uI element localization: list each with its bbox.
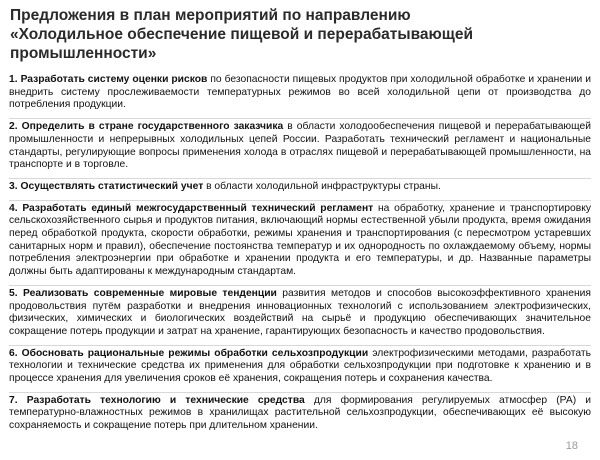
item-lead: Обосновать рациональные режимы обработки сельхозпродукции <box>21 347 369 359</box>
item-lead: Разработать систему оценки рисков <box>20 74 208 85</box>
proposal-item <box>9 392 591 436</box>
title-line: «Холодильное обеспечение пищевой и перерабатывающей <box>10 26 473 43</box>
proposal-item <box>9 74 591 115</box>
proposal-list <box>9 74 591 439</box>
item-number: 2. <box>9 121 18 133</box>
item-text: по безопасности пищевых продуктов при холодильной обработке и хранении и внедрить систему прослеживаемости температурных режимов во всей холодильной цепи от производства до потребления продукции. <box>9 74 591 111</box>
item-text: в области холодообеспечения пищевой и перерабатывающей промышленности и непрерывных холодильных цепей России. Разработать технический регламент и национальные стандарты, регулирующие вопросы применения холода в отраслях пищевой и перерабатывающей промышленности, на транспорте и в торговле. <box>9 121 591 171</box>
item-lead: Определить в стране государственного заказчика <box>21 121 284 133</box>
proposal-item <box>9 345 591 389</box>
proposal-item <box>9 118 591 175</box>
item-text: для формирования регулируемых атмосфер (РА) и температурно-влажностных режимов в хранилищах растительной сельхозпродукции, обеспечивающих её высокую сохраняемость и сокращение потерь при длительном хранении. <box>9 394 591 432</box>
page-number: 18 <box>565 440 578 452</box>
item-number: 5. <box>9 287 18 299</box>
item-lead: Реализовать современные мировые тенденции <box>22 287 277 299</box>
item-text: на обработку, хранение и транспортировку сельскохозяйственного сырья и продуктов питания, включающий нормы естественной убыли продукта, время ожидания перед обработкой продукта, скорости обработки, режимы хранения и транспортирования (с пересмотром устаревших санитарных норм и правил), обеспечение постоянства температур и их однородность по охлаждаемому объему, нормы потребления электроэнергии при обработке и хранении продукта и его температуры, и др. Названные параметры должны быть адаптированы к международным стандартам. <box>9 202 591 278</box>
item-lead: Осуществлять статистический учет <box>20 180 204 192</box>
item-text: в области холодильной инфраструктуры страны. <box>203 180 441 192</box>
slide-title <box>10 6 580 63</box>
proposal-item <box>9 285 591 342</box>
item-number: 3. <box>9 180 18 192</box>
item-number: 1. <box>9 74 18 85</box>
item-text: развития методов и способов высокоэффективного хранения продовольствия путём разработки и внедрения инновационных технологий с использованием электрофизических, физических, химических и биологических воздействий на сырьё и продукцию обеспечивающих значительное сокращение потерь продукции и затрат на хранение, гарантирующих безопасность и качество продовольствия. <box>9 287 591 337</box>
item-lead: Разработать технологию и технические средства <box>26 394 305 406</box>
item-number: 4. <box>9 202 18 214</box>
title-line: Предложения в план мероприятий по направлению <box>10 7 411 24</box>
item-lead: Разработать единый межгосударственный технический регламент <box>22 202 374 214</box>
item-text: электрофизическими методами, разработать технологии и технические средства их применения для обработки сельхозпродукции при подготовке к хранению и в процессе хранения для увеличения сроков её хранения, сокращения потерь и сохранения качества. <box>9 347 591 385</box>
proposal-item <box>9 200 591 282</box>
proposal-item <box>9 178 591 197</box>
title-line: промышленности» <box>10 45 157 62</box>
item-number: 7. <box>9 394 18 406</box>
item-number: 6. <box>9 347 18 359</box>
